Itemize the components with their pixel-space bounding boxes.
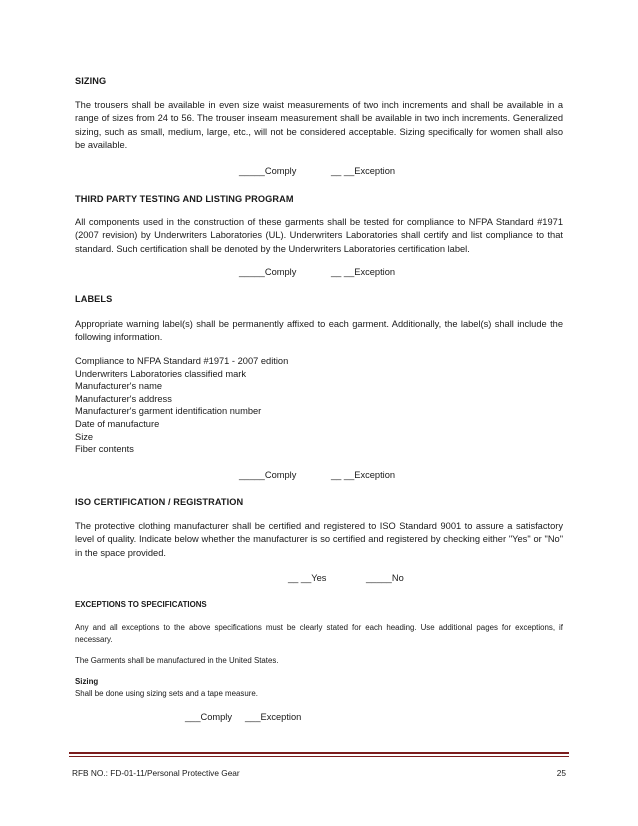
manufactured-statement: The Garments shall be manufactured in the United States. xyxy=(75,656,279,665)
footer-document-ref: RFB NO.: FD-01-11/Personal Protective Gear xyxy=(72,768,240,778)
third-party-heading: THIRD PARTY TESTING AND LISTING PROGRAM xyxy=(75,194,294,204)
labels-paragraph: Appropriate warning label(s) shall be permanently affixed to each garment. Additionally, the label(s) shall include the following information. xyxy=(75,319,563,343)
sizing-paragraph: The trousers shall be available in even size waist measurements of two inch increments and shall be available in a range of sizes from 24 to 56. The trouser inseam measurement shall be available in two inch increments. Generalized sizing, such as small, medium, large, etc., will not be considered acceptable. Sizing specifically for women shall also be available. xyxy=(75,100,563,150)
page-footer xyxy=(72,768,568,778)
exceptions-comply-field[interactable]: ___Comply xyxy=(185,712,233,722)
iso-paragraph: The protective clothing manufacturer shall be certified and registered to ISO Standard 9001 to assure a satisfactory level of quality. Indicate below whether the manufacturer is so certified and registered by checking either "Yes" or "No" in the space provided. xyxy=(75,521,563,558)
third-party-comply-field[interactable]: _____Comply xyxy=(239,267,297,277)
iso-no-field[interactable]: _____No xyxy=(366,573,404,583)
list-item: Compliance to NFPA Standard #1971 - 2007 edition xyxy=(75,356,289,366)
list-item: Fiber contents xyxy=(75,444,134,455)
labels-exception-field[interactable]: __ __Exception xyxy=(331,470,396,480)
sizing-exception-field[interactable]: __ __Exception xyxy=(331,166,396,176)
footer-rule-thick xyxy=(69,752,569,754)
list-item: Size xyxy=(75,431,94,442)
iso-heading: ISO CERTIFICATION / REGISTRATION xyxy=(75,497,244,507)
labels-heading: LABELS xyxy=(75,294,113,304)
sizing-subheading: Sizing xyxy=(75,677,99,686)
list-item: Date of manufacture xyxy=(75,418,160,429)
iso-yes-field[interactable]: __ __Yes xyxy=(288,573,327,583)
third-party-exception-field[interactable]: __ __Exception xyxy=(331,267,396,277)
sizing-subtext: Shall be done using sizing sets and a tape measure. xyxy=(75,689,258,698)
sizing-heading: SIZING xyxy=(75,76,107,86)
exceptions-heading: EXCEPTIONS TO SPECIFICATIONS xyxy=(75,600,207,609)
footer-rule-thin xyxy=(69,756,569,757)
labels-comply-field[interactable]: _____Comply xyxy=(239,470,297,480)
labels-list xyxy=(75,355,563,456)
sizing-comply-field[interactable]: _____Comply xyxy=(239,166,297,176)
exceptions-paragraph: Any and all exceptions to the above specifications must be clearly stated for each heading. Use additional pages for exceptions, if necessary. xyxy=(75,623,563,644)
list-item: Manufacturer's name xyxy=(75,381,163,392)
exceptions-exception-field[interactable]: ___Exception xyxy=(245,712,302,722)
list-item: Manufacturer's address xyxy=(75,393,172,404)
third-party-paragraph: All components used in the construction of these garments shall be tested for compliance to NFPA Standard #1971 (2007 revision) by Underwriters Laboratories (UL). Underwriters Laboratories shall certify and list compliance to that standard. Such certification shall be denoted by the Underwriters Laboratories certification label. xyxy=(75,217,563,254)
list-item: Manufacturer's garment identification number xyxy=(75,406,262,417)
list-item: Underwriters Laboratories classified mark xyxy=(75,368,247,379)
page-number: 25 xyxy=(556,768,566,778)
